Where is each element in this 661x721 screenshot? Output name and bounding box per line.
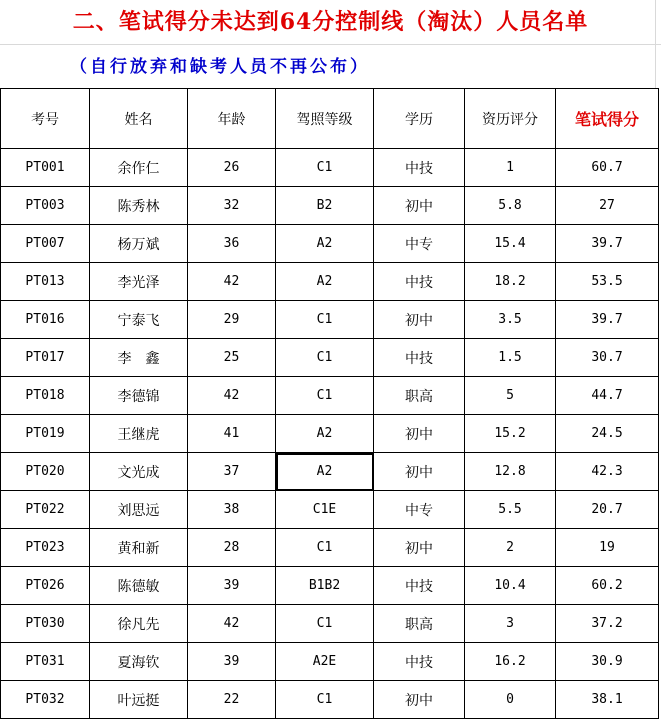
age-cell[interactable]: 39 <box>188 567 276 605</box>
education-cell[interactable]: 中技 <box>374 263 465 301</box>
name-cell[interactable]: 王继虎 <box>90 415 188 453</box>
written-score-cell[interactable]: 30.9 <box>556 643 659 681</box>
header-exam-no[interactable]: 考号 <box>1 89 90 149</box>
table-row <box>1 149 659 187</box>
name-cell[interactable]: 徐凡先 <box>90 605 188 643</box>
name-cell[interactable]: 余作仁 <box>90 149 188 187</box>
written-score-cell[interactable]: 27 <box>556 187 659 225</box>
table-row <box>1 681 659 719</box>
qualification-score-cell[interactable]: 5.5 <box>465 491 556 529</box>
license-class-cell[interactable]: C1E <box>276 491 374 529</box>
exam-no-cell[interactable]: PT022 <box>1 491 90 529</box>
name-cell[interactable]: 宁泰飞 <box>90 301 188 339</box>
written-score-cell[interactable]: 39.7 <box>556 301 659 339</box>
age-cell[interactable]: 28 <box>188 529 276 567</box>
age-cell[interactable]: 41 <box>188 415 276 453</box>
table-row <box>1 263 659 301</box>
written-score-cell[interactable]: 19 <box>556 529 659 567</box>
exam-no-cell[interactable]: PT013 <box>1 263 90 301</box>
exam-no-cell[interactable]: PT020 <box>1 453 90 491</box>
license-class-cell[interactable]: C1 <box>276 681 374 719</box>
age-cell[interactable]: 22 <box>188 681 276 719</box>
header-education[interactable]: 学历 <box>374 89 465 149</box>
education-cell[interactable]: 中技 <box>374 567 465 605</box>
cell-gridline <box>655 0 656 88</box>
license-class-cell[interactable]: C1 <box>276 339 374 377</box>
license-class-cell[interactable]: B1B2 <box>276 567 374 605</box>
table-row <box>1 453 659 491</box>
written-score-cell[interactable]: 60.7 <box>556 149 659 187</box>
table-row <box>1 415 659 453</box>
exam-no-cell[interactable]: PT018 <box>1 377 90 415</box>
age-cell[interactable]: 39 <box>188 643 276 681</box>
written-score-cell[interactable]: 39.7 <box>556 225 659 263</box>
education-cell[interactable]: 职高 <box>374 605 465 643</box>
exam-no-cell[interactable]: PT016 <box>1 301 90 339</box>
table-body <box>1 149 659 719</box>
license-class-cell[interactable]: C1 <box>276 377 374 415</box>
qualification-score-cell[interactable]: 10.4 <box>465 567 556 605</box>
exam-no-cell[interactable]: PT003 <box>1 187 90 225</box>
name-cell[interactable]: 李 鑫 <box>90 339 188 377</box>
license-class-cell[interactable]: A2 <box>276 453 374 491</box>
exam-no-cell[interactable]: PT026 <box>1 567 90 605</box>
education-cell[interactable]: 中技 <box>374 643 465 681</box>
eliminated-candidates-table <box>0 88 659 719</box>
qualification-score-cell[interactable]: 1 <box>465 149 556 187</box>
name-cell[interactable]: 文光成 <box>90 453 188 491</box>
name-cell[interactable]: 叶远挺 <box>90 681 188 719</box>
table-row <box>1 529 659 567</box>
table-row <box>1 339 659 377</box>
exam-no-cell[interactable]: PT031 <box>1 643 90 681</box>
exam-no-cell[interactable]: PT001 <box>1 149 90 187</box>
license-class-cell[interactable]: C1 <box>276 301 374 339</box>
education-cell[interactable]: 初中 <box>374 529 465 567</box>
name-cell[interactable]: 陈秀林 <box>90 187 188 225</box>
license-class-cell[interactable]: A2 <box>276 225 374 263</box>
license-class-cell[interactable]: C1 <box>276 149 374 187</box>
education-cell[interactable]: 中技 <box>374 149 465 187</box>
exam-no-cell[interactable]: PT030 <box>1 605 90 643</box>
written-score-cell[interactable]: 20.7 <box>556 491 659 529</box>
table-row <box>1 377 659 415</box>
age-cell[interactable]: 42 <box>188 605 276 643</box>
education-cell[interactable]: 中专 <box>374 225 465 263</box>
written-score-cell[interactable]: 60.2 <box>556 567 659 605</box>
name-cell[interactable]: 李光泽 <box>90 263 188 301</box>
license-class-cell[interactable]: A2E <box>276 643 374 681</box>
written-score-cell[interactable]: 30.7 <box>556 339 659 377</box>
education-cell[interactable]: 初中 <box>374 453 465 491</box>
age-cell[interactable]: 29 <box>188 301 276 339</box>
qualification-score-cell[interactable]: 2 <box>465 529 556 567</box>
table-row <box>1 187 659 225</box>
page-title: 二、笔试得分未达到64分控制线（淘汰）人员名单 <box>72 9 589 35</box>
license-class-cell[interactable]: A2 <box>276 415 374 453</box>
table-row <box>1 225 659 263</box>
license-class-cell[interactable]: B2 <box>276 187 374 225</box>
exam-no-cell[interactable]: PT017 <box>1 339 90 377</box>
age-cell[interactable]: 37 <box>188 453 276 491</box>
name-cell[interactable]: 黄和新 <box>90 529 188 567</box>
age-cell[interactable]: 42 <box>188 377 276 415</box>
table-row <box>1 605 659 643</box>
qualification-score-cell[interactable]: 0 <box>465 681 556 719</box>
qualification-score-cell[interactable]: 3.5 <box>465 301 556 339</box>
age-cell[interactable]: 26 <box>188 149 276 187</box>
age-cell[interactable]: 32 <box>188 187 276 225</box>
education-cell[interactable]: 初中 <box>374 187 465 225</box>
qualification-score-cell[interactable]: 5 <box>465 377 556 415</box>
exam-no-cell[interactable]: PT007 <box>1 225 90 263</box>
written-score-cell[interactable]: 42.3 <box>556 453 659 491</box>
page-subtitle: （自行放弃和缺考人员不再公布） <box>70 57 370 77</box>
table-header-row <box>1 89 659 149</box>
name-cell[interactable]: 夏海钦 <box>90 643 188 681</box>
table-row <box>1 643 659 681</box>
table-row <box>1 491 659 529</box>
written-score-cell[interactable]: 37.2 <box>556 605 659 643</box>
qualification-score-cell[interactable]: 15.2 <box>465 415 556 453</box>
table-row <box>1 567 659 605</box>
exam-no-cell[interactable]: PT019 <box>1 415 90 453</box>
qualification-score-cell[interactable]: 12.8 <box>465 453 556 491</box>
name-cell[interactable]: 李德锦 <box>90 377 188 415</box>
header-name[interactable]: 姓名 <box>90 89 188 149</box>
age-cell[interactable]: 25 <box>188 339 276 377</box>
name-cell[interactable]: 杨万斌 <box>90 225 188 263</box>
written-score-cell[interactable]: 44.7 <box>556 377 659 415</box>
qualification-score-cell[interactable]: 1.5 <box>465 339 556 377</box>
education-cell[interactable]: 中专 <box>374 491 465 529</box>
education-cell[interactable]: 初中 <box>374 681 465 719</box>
age-cell[interactable]: 36 <box>188 225 276 263</box>
education-cell[interactable]: 职高 <box>374 377 465 415</box>
age-cell[interactable]: 38 <box>188 491 276 529</box>
qualification-score-cell[interactable]: 16.2 <box>465 643 556 681</box>
license-class-cell[interactable]: C1 <box>276 529 374 567</box>
qualification-score-cell[interactable]: 18.2 <box>465 263 556 301</box>
written-score-cell[interactable]: 24.5 <box>556 415 659 453</box>
exam-no-cell[interactable]: PT023 <box>1 529 90 567</box>
education-cell[interactable]: 中技 <box>374 339 465 377</box>
written-score-cell[interactable]: 38.1 <box>556 681 659 719</box>
header-qualification-score[interactable]: 资历评分 <box>465 89 556 149</box>
name-cell[interactable]: 刘思远 <box>90 491 188 529</box>
license-class-cell[interactable]: C1 <box>276 605 374 643</box>
qualification-score-cell[interactable]: 5.8 <box>465 187 556 225</box>
header-license-class[interactable]: 驾照等级 <box>276 89 374 149</box>
name-cell[interactable]: 陈德敏 <box>90 567 188 605</box>
header-written-score[interactable]: 笔试得分 <box>556 89 659 149</box>
header-age[interactable]: 年龄 <box>188 89 276 149</box>
education-cell[interactable]: 初中 <box>374 301 465 339</box>
written-score-cell[interactable]: 53.5 <box>556 263 659 301</box>
license-class-cell[interactable]: A2 <box>276 263 374 301</box>
qualification-score-cell[interactable]: 15.4 <box>465 225 556 263</box>
cell-gridline <box>0 44 661 45</box>
age-cell[interactable]: 42 <box>188 263 276 301</box>
exam-no-cell[interactable]: PT032 <box>1 681 90 719</box>
table-row <box>1 301 659 339</box>
education-cell[interactable]: 初中 <box>374 415 465 453</box>
qualification-score-cell[interactable]: 3 <box>465 605 556 643</box>
